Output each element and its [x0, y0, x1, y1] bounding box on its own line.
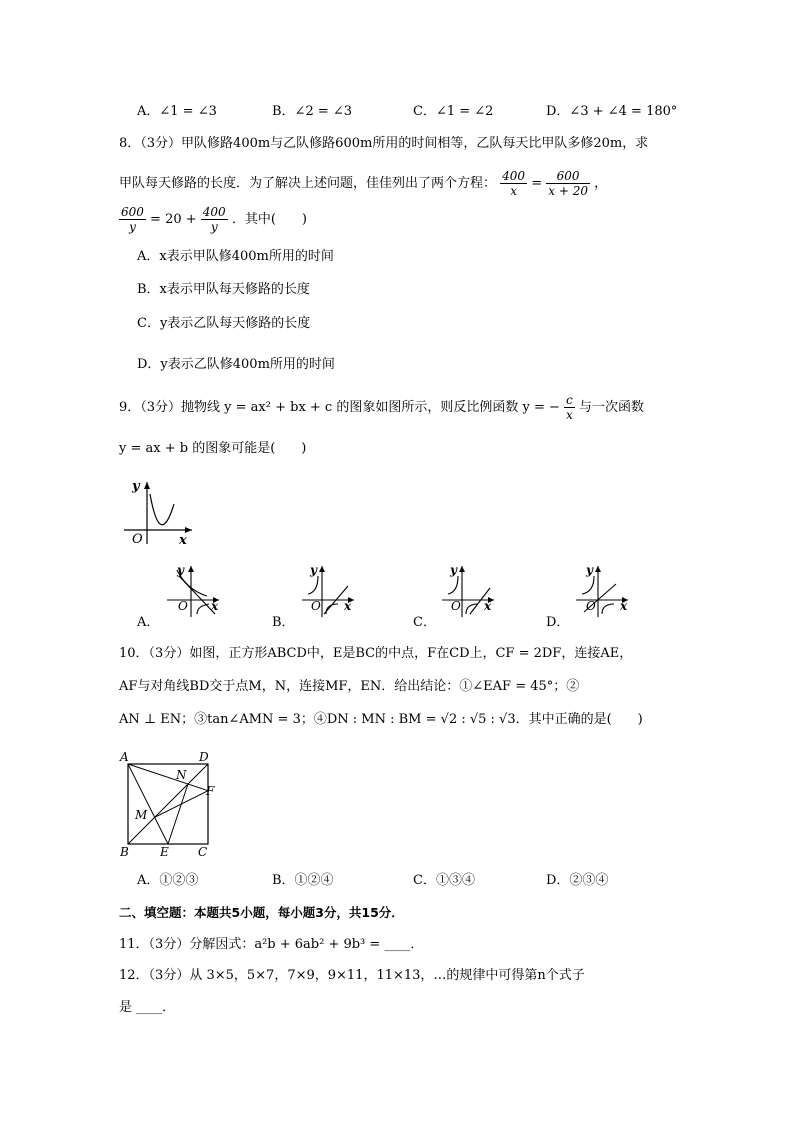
q10-label-c: C [198, 845, 208, 859]
q10-line3: AN ⊥ EN；③tan∠AMN = 3；④DN : MN : BM = √2 : √5 : √3．其中正确的是( ) [119, 712, 643, 727]
q9-graph-x-label: x [179, 533, 187, 548]
q8-eq1-equals: = [531, 176, 543, 191]
q7-option-b: B．∠2 = ∠3 [272, 104, 353, 119]
q8-eq1-num: 400 [502, 169, 526, 183]
q9-option-a-label: A． [137, 615, 160, 630]
q9-option-b-label: B． [272, 615, 295, 630]
q10-label-f: F [206, 784, 215, 798]
q9-frac-den: x [566, 408, 573, 422]
q9-c-o-label: O [451, 599, 461, 613]
q8-line2-prefix: 甲队每天修路的长度．为了解决上述问题，佳佳列出了两个方程： [119, 176, 497, 191]
q8-eq2-tail: ．其中( ) [231, 212, 307, 227]
q9-frac-num: c [564, 393, 575, 408]
q10-option-d: D．②③④ [546, 873, 609, 888]
q9-b-x-label: x [344, 599, 352, 613]
q8-line1: 8．（3分）甲队修路400m与乙队修路600m所用的时间相等，乙队每天比甲队多修20m，求 [119, 136, 649, 151]
q9-line1 [119, 391, 644, 425]
q10-label-a: A [120, 750, 129, 764]
q12-line2: 是 ____． [119, 1000, 176, 1015]
q8-eq2-num2: 400 [202, 205, 226, 219]
q10-line1: 10．（3分）如图，正方形ABCD中，E是BC的中点，F在CD上，CF = 2DF，连接AE， [119, 646, 633, 661]
section2-title: 二、填空题：本题共5小题，每小题3分，共15分． [119, 905, 404, 920]
q9-b-y-label: y [310, 563, 317, 577]
q9-parabola-graph [120, 478, 200, 548]
q8-eq1-tail: ， [594, 176, 608, 191]
q9-option-c-graph [442, 562, 502, 618]
q9-option-d-label: D． [546, 615, 570, 630]
q10-label-d: D [199, 750, 209, 764]
q7-option-a: A．∠1 = ∠3 [137, 104, 217, 119]
q10-label-b: B [120, 845, 129, 859]
q9-d-y-label: y [586, 563, 593, 577]
q9-a-y-label: y [177, 563, 184, 577]
q8-option-a: A．x表示甲队修400m所用的时间 [137, 249, 334, 264]
q9-graph-o-label: O [132, 532, 143, 547]
q8-eq2-frac2 [201, 205, 228, 234]
q9-b-o-label: O [311, 599, 321, 613]
q8-eq2-den2: y [210, 220, 218, 234]
q8-eq1-frac2 [546, 169, 590, 198]
q9-option-a-graph [167, 562, 227, 618]
q11-text: 11．（3分）分解因式：a²b + 6ab² + 9b³ = ____． [119, 937, 424, 952]
q9-frac [564, 393, 575, 422]
q8-line2 [119, 167, 607, 201]
q9-a-o-label: O [178, 599, 188, 613]
q8-line3 [119, 203, 307, 237]
q8-eq2-mid: = 20 + [150, 212, 197, 227]
q8-option-c: C．y表示乙队每天修路的长度 [137, 316, 311, 331]
q9-a-x-label: x [211, 599, 219, 613]
q9-d-x-label: x [620, 599, 628, 613]
q9-option-c-label: C． [413, 615, 436, 630]
q10-square-figure [118, 748, 228, 860]
q7-option-c: C．∠1 = ∠2 [413, 104, 494, 119]
q9-graph-y-label: y [132, 479, 140, 494]
q8-option-b: B．x表示甲队每天修路的长度 [137, 282, 310, 297]
q9-d-o-label: O [586, 599, 596, 613]
q10-label-m: M [135, 808, 148, 822]
q10-option-c: C．①③④ [413, 873, 475, 888]
q9-line1-prefix: 9．（3分）抛物线 y = ax² + bx + c 的图象如图所示，则反比例函数 y = − [119, 400, 560, 415]
q8-eq1-den: x [510, 184, 517, 198]
q9-line2: y = ax + b 的图象可能是( ) [119, 441, 307, 456]
q7-option-d: D．∠3 + ∠4 = 180° [546, 104, 678, 119]
q10-line2: AF与对角线BD交于点M，N，连接MF，EN．给出结论：①∠EAF = 45°；② [119, 679, 580, 694]
q8-option-d: D．y表示乙队修400m所用的时间 [137, 357, 335, 372]
q8-eq2-den: y [129, 220, 136, 234]
q10-label-e: E [160, 845, 169, 859]
q8-eq2-frac1 [119, 205, 146, 234]
q12-line1: 12．（3分）从 3×5，5×7，7×9，9×11，11×13，…的规律中可得第n个式子 [119, 968, 585, 983]
q9-option-d-graph [576, 562, 636, 618]
q8-eq2-num: 600 [121, 205, 144, 219]
q10-label-n: N [176, 768, 187, 782]
q8-eq1-num2: 600 [546, 169, 590, 184]
q9-option-b-graph [302, 562, 362, 618]
q9-c-y-label: y [450, 563, 457, 577]
q8-eq1-frac1 [500, 169, 527, 198]
q10-option-a: A．①②③ [137, 873, 199, 888]
q9-c-x-label: x [484, 599, 492, 613]
q8-eq1-den2: x + 20 [548, 184, 588, 198]
q10-option-b: B．①②④ [272, 873, 334, 888]
q9-line1-suffix: 与一次函数 [578, 400, 644, 415]
